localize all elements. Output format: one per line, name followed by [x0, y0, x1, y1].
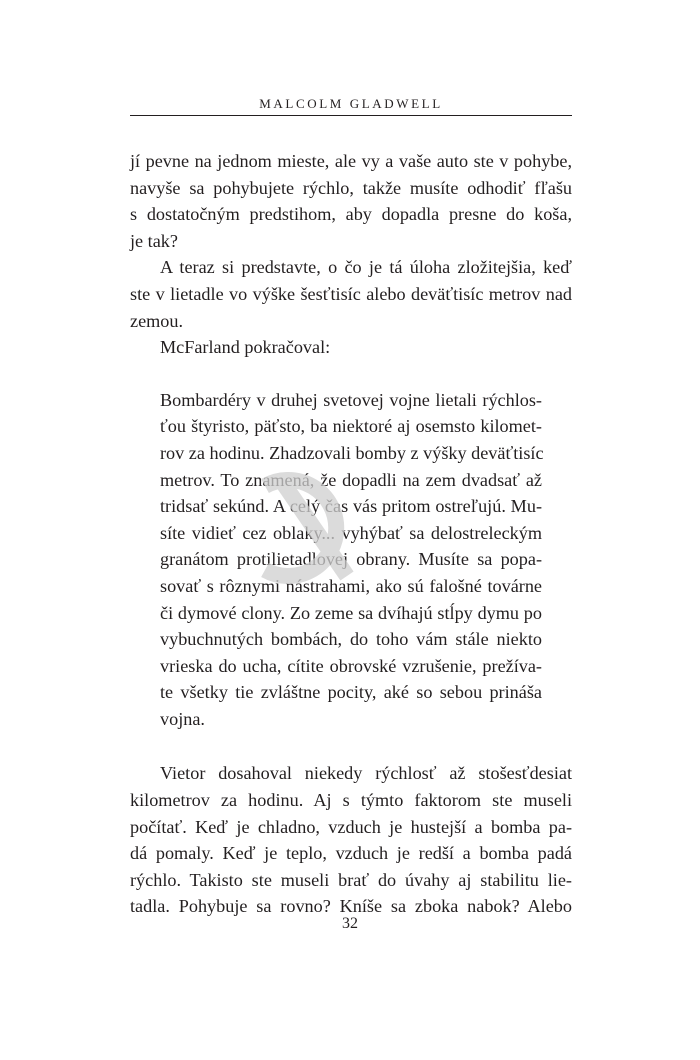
quote-line: či dymové clony. Zo zeme sa dvíhajú stĺpy dymu po: [160, 602, 542, 623]
text-line: Vietor dosahoval niekedy rýchlosť až stošesťdesiat: [160, 763, 572, 784]
quote-line: rov za hodinu. Zhadzovali bomby z výšky deväťtisíc: [160, 442, 544, 463]
paragraph-3: [130, 334, 572, 361]
text-line: jí pevne na jednom mieste, ale vy a vaše auto ste v pohybe,: [130, 151, 572, 171]
quote-line: sovať s rôznymi nástrahami, ako sú falošné továrne: [160, 575, 542, 596]
quote-line: síte vidieť cez oblaky... vyhýbať sa delostreleckým: [160, 522, 542, 543]
paragraph-1: [130, 148, 572, 254]
page-number: 32: [342, 915, 358, 932]
quote-line: te všetky tie zvláštne pocity, aké so sebou prináša: [160, 682, 542, 703]
quote-line: vrieska do ucha, cítite obrovské vzrušenie, prežíva-: [160, 655, 542, 676]
running-head: MALCOLM GLADWELL: [259, 96, 443, 111]
text-line: dá pomaly. Keď je teplo, vzduch je redší a bomba padá: [130, 843, 572, 864]
text-line: A teraz si predstavte, o čo je tá úloha zložitejšia, keď: [160, 257, 572, 278]
header-rule: [130, 115, 572, 116]
text-line: s dostatočným predstihom, aby dopadla presne do koša,: [130, 204, 572, 225]
quote-line: vybuchnutých bombách, do toho vám stále niekto: [160, 629, 542, 650]
text-line: zemou.: [130, 310, 184, 331]
text-line: ste v lietadle vo výške šesťtisíc alebo deväťtisíc metrov nad: [130, 283, 572, 304]
paragraph-4: [130, 760, 572, 920]
quote-line: granátom protilietadlovej obrany. Musíte sa popa-: [160, 549, 542, 570]
text-line: navyše sa pohybujete rýchlo, takže musíte odhodiť fľašu: [130, 177, 572, 198]
text-line: je tak?: [130, 230, 178, 251]
text-line: rýchlo. Takisto ste museli brať do úvahy aj stabilitu lie-: [130, 869, 572, 890]
quote-line: vojna.: [160, 708, 205, 729]
text-line: kilometrov za hodinu. Aj s týmto faktorom ste museli: [130, 790, 572, 811]
text-line: McFarland pokračoval:: [160, 337, 331, 358]
quote-line: ťou štyristo, päťsto, ba niektoré aj osemsto kilomet-: [160, 416, 542, 437]
text-line: tadla. Pohybuje sa rovno? Kníše sa zboka nabok? Alebo: [130, 896, 572, 917]
quote-line: tridsať sekúnd. A celý čas vás pritom ostreľujú. Mu-: [160, 496, 542, 517]
quote-line: metrov. To znamená, že dopadli na zem dvadsať až: [160, 469, 542, 490]
page-body: [130, 148, 572, 920]
quote-line: Bombardéry v druhej svetovej vojne lietali rýchlos-: [160, 389, 542, 410]
block-quote: [160, 387, 542, 733]
paragraph-2: [130, 254, 572, 334]
text-line: počítať. Keď je chladno, vzduch je hustejší a bomba pa-: [130, 816, 572, 837]
